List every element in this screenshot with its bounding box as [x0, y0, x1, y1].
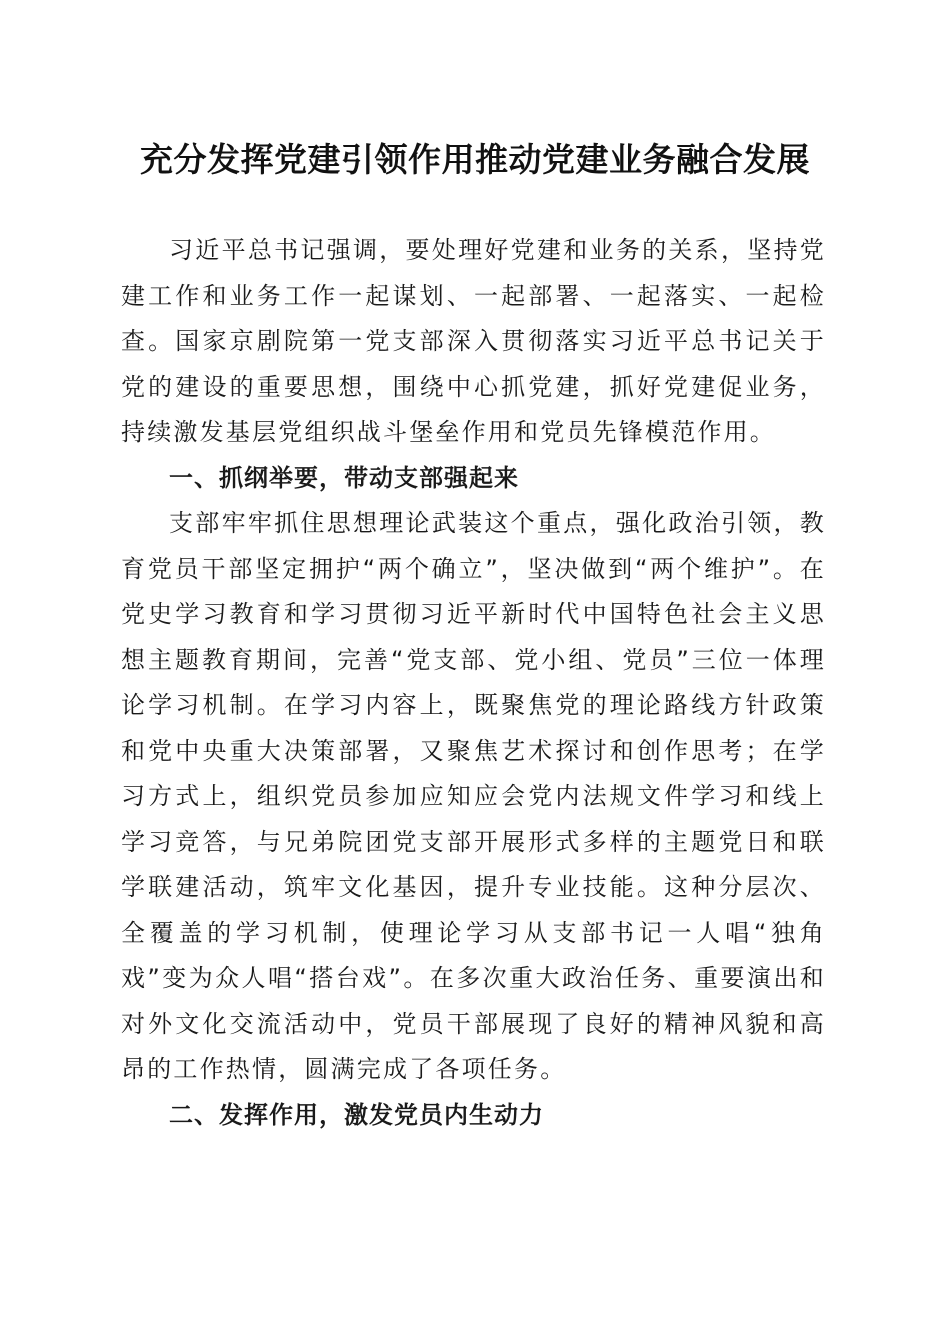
document-body — [121, 228, 826, 1138]
document-title: 充分发挥党建引领作用推动党建业务融合发展 — [140, 140, 810, 179]
section-heading-1: 一、抓纲举要，带动支部强起来 — [169, 463, 519, 492]
intro-paragraph: 习近平总书记强调，要处理好党建和业务的关系，坚持党建工作和业务工作一起谋划、一起部署、一起落实、一起检查。国家京剧院第一党支部深入贯彻落实习近平总书记关于党的建设的重要思想，围绕中心抓党建，抓好党建促业务，持续激发基层党组织战斗堡垒作用和党员先锋模范作用。 — [121, 236, 826, 446]
section-heading-2: 二、发挥作用，激发党员内生动力 — [169, 1100, 544, 1129]
section-1-paragraph: 支部牢牢抓住思想理论武装这个重点，强化政治引领，教育党员干部坚定拥护“两个确立”，坚决做到“两个维护”。在党史学习教育和学习贯彻习近平新时代中国特色社会主义思想主题教育期间，完善“党支部、党小组、党员”三位一体理论学习机制。在学习内容上，既聚焦党的理论路线方针政策和党中央重大决策部署，又聚焦艺术探讨和创作思考；在学习方式上，组织党员参加应知应会党内法规文件学习和线上学习竞答，与兄弟院团党支部开展形式多样的主题党日和联学联建活动，筑牢文化基因，提升专业技能。这种分层次、全覆盖的学习机制，使理论学习从支部书记一人唱“独角戏”变为众人唱“搭台戏”。在多次重大政治任务、重要演出和对外文化交流活动中，党员干部展现了良好的精神风貌和高昂的工作热情，圆满完成了各项任务。 — [121, 509, 826, 1083]
